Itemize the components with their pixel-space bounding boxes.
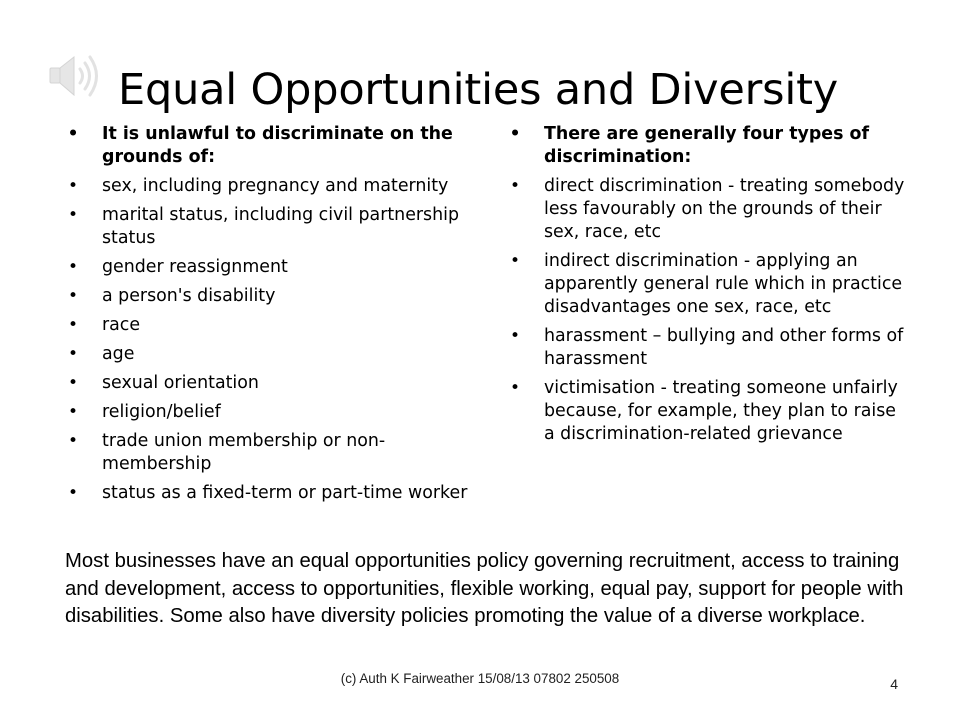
list-item-text: marital status, including civil partnership status bbox=[102, 205, 460, 248]
list-item-text: a person's disability bbox=[102, 286, 276, 306]
bullet-icon: • bbox=[67, 431, 79, 451]
list-item bbox=[66, 256, 476, 279]
list-item bbox=[66, 372, 476, 395]
list-item bbox=[66, 204, 476, 250]
discrimination-types-heading bbox=[508, 123, 908, 169]
list-item-text: age bbox=[102, 344, 135, 364]
grounds-list bbox=[66, 123, 476, 511]
slide-title: Equal Opportunities and Diversity bbox=[118, 65, 839, 115]
list-item-text: religion/belief bbox=[102, 402, 221, 422]
list-item-text: race bbox=[102, 315, 141, 335]
list-item-text: sex, including pregnancy and maternity bbox=[102, 176, 449, 196]
list-item-text: victimisation - treating someone unfairly because, for example, they plan to raise a discrimination-related grievance bbox=[544, 378, 898, 444]
list-item-text: direct discrimination - treating somebody less favourably on the grounds of their sex, race, etc bbox=[544, 176, 905, 242]
list-item bbox=[66, 285, 476, 308]
list-item-text: gender reassignment bbox=[102, 257, 288, 277]
list-item bbox=[66, 314, 476, 337]
bullet-icon: • bbox=[67, 286, 79, 306]
list-item-text: trade union membership or non-membership bbox=[102, 431, 386, 474]
bullet-icon: • bbox=[509, 176, 521, 196]
bullet-icon: • bbox=[67, 124, 79, 144]
bullet-icon: • bbox=[509, 124, 521, 144]
discrimination-types-list bbox=[508, 123, 908, 452]
bullet-icon: • bbox=[67, 402, 79, 422]
list-item bbox=[66, 343, 476, 366]
summary-paragraph: Most businesses have an equal opportunities policy governing recruitment, access to training and development, access to opportunities, flexible working, equal pay, support for people with disabilities. Some also have diversity policies promoting the value of a diverse workplace. bbox=[65, 550, 904, 627]
discrimination-heading-text: There are generally four types of discrimination: bbox=[544, 124, 870, 167]
list-item-text: status as a fixed-term or part-time worker bbox=[102, 483, 468, 503]
list-item bbox=[66, 175, 476, 198]
list-item-text: sexual orientation bbox=[102, 373, 259, 393]
grounds-list-heading bbox=[66, 123, 476, 169]
bullet-icon: • bbox=[67, 205, 79, 225]
list-item bbox=[508, 325, 908, 371]
list-item bbox=[508, 175, 908, 244]
list-item-text: harassment – bullying and other forms of harassment bbox=[544, 326, 904, 369]
list-item bbox=[508, 377, 908, 446]
bullet-icon: • bbox=[67, 344, 79, 364]
bullet-icon: • bbox=[67, 257, 79, 277]
speaker-icon[interactable] bbox=[46, 50, 102, 102]
bullet-icon: • bbox=[67, 176, 79, 196]
grounds-heading-text: It is unlawful to discriminate on the grounds of: bbox=[102, 124, 453, 167]
list-item bbox=[66, 482, 476, 505]
bullet-icon: • bbox=[67, 483, 79, 503]
bullet-icon: • bbox=[509, 378, 521, 398]
list-item bbox=[66, 401, 476, 424]
list-item bbox=[508, 250, 908, 319]
bullet-icon: • bbox=[509, 326, 521, 346]
list-item-text: indirect discrimination - applying an apparently general rule which in practice disadvantages one sex, race, etc bbox=[544, 251, 903, 317]
bullet-icon: • bbox=[67, 373, 79, 393]
bullet-icon: • bbox=[509, 251, 521, 271]
slide-footer: (c) Auth K Fairweather 15/08/13 07802 250508 bbox=[340, 671, 620, 686]
bullet-icon: • bbox=[67, 315, 79, 335]
list-item bbox=[66, 430, 476, 476]
slide-number: 4 bbox=[890, 676, 898, 692]
